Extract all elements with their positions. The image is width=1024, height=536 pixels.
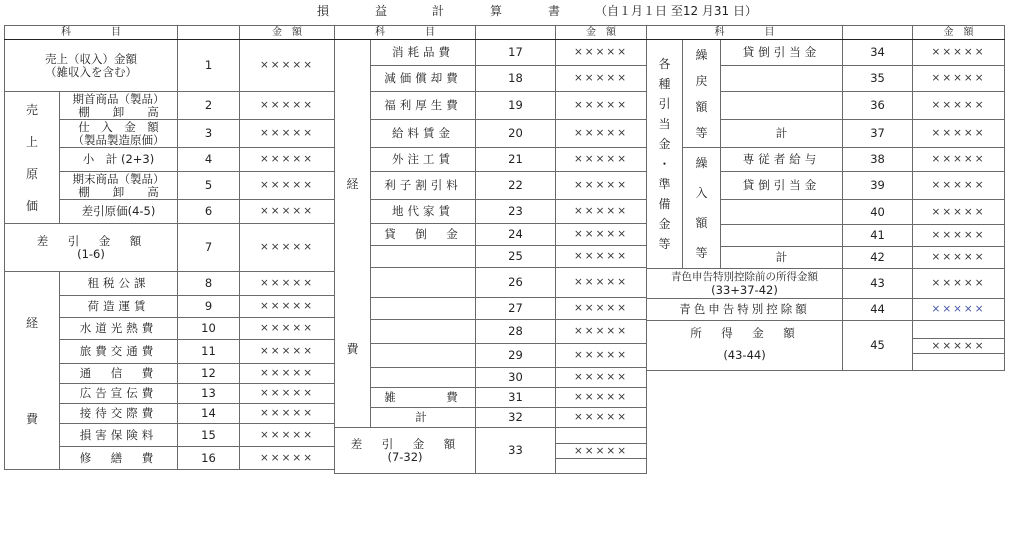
amount-cell[interactable]: ××××× bbox=[556, 320, 647, 344]
amount-cell[interactable]: ××××× bbox=[556, 224, 647, 246]
amount-cell[interactable]: ××××× bbox=[240, 447, 335, 470]
amount-cell[interactable]: ××××× bbox=[240, 404, 335, 424]
reserve-item bbox=[721, 92, 843, 120]
line-number: 20 bbox=[476, 120, 556, 148]
middle-table bbox=[334, 25, 647, 474]
left-table bbox=[4, 25, 335, 470]
amount-cell[interactable]: ××××× bbox=[556, 344, 647, 368]
hikiatekin-label: 各 種 引 当 金 ・ 準 備 金 等 bbox=[647, 40, 683, 269]
header-kingaku: 金 額 bbox=[913, 26, 1005, 40]
expense-item bbox=[371, 268, 476, 298]
line-number: 15 bbox=[178, 424, 240, 447]
shiire-label: 仕 入 金 額 （製品製造原価） bbox=[60, 120, 178, 148]
line-number: 44 bbox=[843, 299, 913, 321]
line-number: 3 bbox=[178, 120, 240, 148]
expense-item: 接待交際費 bbox=[60, 404, 178, 424]
line-number: 9 bbox=[178, 296, 240, 318]
line-number: 24 bbox=[476, 224, 556, 246]
amount-cell[interactable]: ××××× bbox=[556, 268, 647, 298]
aoiro-mae-label: 青色申告特別控除前の所得金額 (33+37-42) bbox=[647, 269, 843, 299]
keihi-label: 経 費 bbox=[5, 272, 60, 470]
amount-cell[interactable]: ××××× bbox=[556, 388, 647, 408]
expense-item: 減価償却費 bbox=[371, 66, 476, 92]
line-number: 39 bbox=[843, 172, 913, 200]
amount-cell[interactable]: ××××× bbox=[240, 172, 335, 200]
reserve-total: 計 bbox=[721, 120, 843, 148]
title-char: 算 bbox=[490, 4, 503, 18]
line-number: 25 bbox=[476, 246, 556, 268]
amount-cell[interactable]: ××××× bbox=[913, 148, 1005, 172]
expense-item: 水道光熱費 bbox=[60, 318, 178, 340]
line-number: 28 bbox=[476, 320, 556, 344]
line-number: 38 bbox=[843, 148, 913, 172]
line-number: 18 bbox=[476, 66, 556, 92]
amount-cell[interactable]: ××××× bbox=[556, 66, 647, 92]
amount-cell[interactable]: ××××× bbox=[240, 424, 335, 447]
line-number: 11 bbox=[178, 340, 240, 364]
expense-item: 損害保険料 bbox=[60, 424, 178, 447]
amount-cell[interactable]: ××××× bbox=[240, 92, 335, 120]
expense-item bbox=[371, 344, 476, 368]
expense-item bbox=[371, 246, 476, 268]
amount-cell[interactable]: ××××× bbox=[913, 92, 1005, 120]
expense-item: 修 繕 費 bbox=[60, 447, 178, 470]
line-number: 16 bbox=[178, 447, 240, 470]
amount-cell[interactable]: ××××× bbox=[913, 321, 1005, 371]
header-kingaku: 金 額 bbox=[556, 26, 647, 40]
amount-cell[interactable]: ××××× bbox=[913, 120, 1005, 148]
kuriire-label: 繰 入 額 等 bbox=[683, 148, 721, 269]
line-number: 33 bbox=[476, 428, 556, 474]
amount-cell[interactable]: ××××× bbox=[913, 66, 1005, 92]
expense-item: 消耗品費 bbox=[371, 40, 476, 66]
amount-cell[interactable]: ××××× bbox=[240, 318, 335, 340]
amount-cell[interactable]: ××××× bbox=[240, 384, 335, 404]
amount-cell[interactable]: ××××× bbox=[913, 40, 1005, 66]
line-number: 5 bbox=[178, 172, 240, 200]
shokei-label: 小 計 (2+3) bbox=[60, 148, 178, 172]
line-number: 27 bbox=[476, 298, 556, 320]
line-number: 31 bbox=[476, 388, 556, 408]
kishu-label: 期首商品（製品） 棚 卸 高 bbox=[60, 92, 178, 120]
reserve-total: 計 bbox=[721, 246, 843, 268]
line-number: 29 bbox=[476, 344, 556, 368]
expense-item: 広告宣伝費 bbox=[60, 384, 178, 404]
expense-item: 旅費交通費 bbox=[60, 340, 178, 364]
keihi-label: 経 費 bbox=[335, 40, 371, 428]
shotoku-label: 所 得 金 額 (43-44) bbox=[647, 321, 843, 371]
right-table bbox=[646, 25, 1005, 371]
expense-item: 雑 費 bbox=[371, 388, 476, 408]
expense-item: 通 信 費 bbox=[60, 364, 178, 384]
amount-cell[interactable]: ××××× bbox=[556, 246, 647, 268]
line-number: 12 bbox=[178, 364, 240, 384]
expense-item: 地代家賃 bbox=[371, 200, 476, 224]
expense-item bbox=[371, 320, 476, 344]
header-kamoku: 科 目 bbox=[647, 26, 843, 40]
line-number: 22 bbox=[476, 172, 556, 200]
sashihiki-label: 差 引 金 額 (1-6) bbox=[5, 224, 178, 272]
expense-item: 租税公課 bbox=[60, 272, 178, 296]
line-number: 10 bbox=[178, 318, 240, 340]
line-number: 40 bbox=[843, 200, 913, 224]
amount-cell[interactable]: ××××× bbox=[913, 246, 1005, 268]
amount-cell[interactable]: ××××× bbox=[913, 269, 1005, 299]
sashihiki-label: 差 引 金 額 (7-32) bbox=[335, 428, 476, 474]
amount-cell[interactable]: ××××× bbox=[240, 364, 335, 384]
amount-cell[interactable]: ××××× bbox=[556, 428, 647, 474]
amount-cell[interactable]: ××××× bbox=[913, 172, 1005, 200]
amount-cell[interactable]: ××××× bbox=[240, 200, 335, 224]
line-number: 19 bbox=[476, 92, 556, 120]
line-number: 7 bbox=[178, 224, 240, 272]
line-number: 36 bbox=[843, 92, 913, 120]
line-number: 17 bbox=[476, 40, 556, 66]
amount-cell[interactable]: ××××× bbox=[240, 340, 335, 364]
line-number: 45 bbox=[843, 321, 913, 371]
amount-cell[interactable]: ××××× bbox=[240, 148, 335, 172]
expense-item: 給料賃金 bbox=[371, 120, 476, 148]
amount-cell[interactable]: ××××× bbox=[556, 40, 647, 66]
expense-total: 計 bbox=[371, 408, 476, 428]
title-char: 損 bbox=[317, 4, 330, 18]
line-number: 37 bbox=[843, 120, 913, 148]
header-kamoku: 科 目 bbox=[5, 26, 178, 40]
amount-cell[interactable]: ××××× bbox=[556, 368, 647, 388]
amount-cell[interactable]: ××××× bbox=[556, 200, 647, 224]
line-number: 1 bbox=[178, 40, 240, 92]
header-kamoku: 科 目 bbox=[335, 26, 476, 40]
line-number: 42 bbox=[843, 246, 913, 268]
amount-cell[interactable]: ××××× bbox=[556, 408, 647, 428]
line-number: 32 bbox=[476, 408, 556, 428]
expense-item: 福利厚生費 bbox=[371, 92, 476, 120]
line-number: 34 bbox=[843, 40, 913, 66]
amount-cell[interactable]: ××××× bbox=[556, 92, 647, 120]
amount-cell[interactable]: ××××× bbox=[913, 200, 1005, 224]
kimatsu-label: 期末商品（製品） 棚 卸 高 bbox=[60, 172, 178, 200]
amount-cell[interactable]: ××××× bbox=[240, 40, 335, 92]
line-number: 6 bbox=[178, 200, 240, 224]
expense-item: 荷造運賃 bbox=[60, 296, 178, 318]
header-kingaku: 金 額 bbox=[240, 26, 335, 40]
amount-cell[interactable]: ××××× bbox=[240, 224, 335, 272]
title-char: 書 bbox=[548, 4, 561, 18]
line-number: 41 bbox=[843, 224, 913, 246]
reserve-item bbox=[721, 66, 843, 92]
line-number: 8 bbox=[178, 272, 240, 296]
line-number: 4 bbox=[178, 148, 240, 172]
reserve-item bbox=[721, 200, 843, 224]
line-number: 43 bbox=[843, 269, 913, 299]
line-number: 30 bbox=[476, 368, 556, 388]
statement-title bbox=[0, 2, 1024, 16]
expense-item bbox=[371, 368, 476, 388]
expense-item: 貸 倒 金 bbox=[371, 224, 476, 246]
amount-cell[interactable]: ××××× bbox=[240, 272, 335, 296]
expense-item: 利子割引料 bbox=[371, 172, 476, 200]
title-period: （自１月１日 至12 月31 日） bbox=[595, 4, 757, 18]
title-char: 計 bbox=[432, 4, 445, 18]
genka-label: 売 上 原 価 bbox=[5, 92, 60, 224]
amount-cell[interactable]: ××××× bbox=[556, 148, 647, 172]
sashihiki-genka-label: 差引原価(4-5) bbox=[60, 200, 178, 224]
amount-cell[interactable]: ××××× bbox=[556, 120, 647, 148]
expense-item bbox=[371, 298, 476, 320]
sales-label: 売上（収入）金額 （雑収入を含む） bbox=[5, 40, 178, 92]
expense-item: 外注工賃 bbox=[371, 148, 476, 172]
aoiro-kojo-label: 青色申告特別控除額 bbox=[647, 299, 843, 321]
line-number: 2 bbox=[178, 92, 240, 120]
kurimodoshi-label: 繰 戻 額 等 bbox=[683, 40, 721, 148]
amount-cell[interactable]: ××××× bbox=[913, 224, 1005, 246]
amount-cell[interactable]: ××××× bbox=[556, 172, 647, 200]
amount-cell[interactable]: ××××× bbox=[556, 298, 647, 320]
line-number: 21 bbox=[476, 148, 556, 172]
amount-cell[interactable]: ××××× bbox=[240, 296, 335, 318]
amount-cell[interactable]: ××××× bbox=[240, 120, 335, 148]
amount-cell[interactable]: ××××× bbox=[913, 299, 1005, 321]
line-number: 23 bbox=[476, 200, 556, 224]
title-char: 益 bbox=[375, 4, 388, 18]
reserve-item bbox=[721, 224, 843, 246]
line-number: 13 bbox=[178, 384, 240, 404]
reserve-item: 貸倒引当金 bbox=[721, 40, 843, 66]
line-number: 35 bbox=[843, 66, 913, 92]
reserve-item: 貸倒引当金 bbox=[721, 172, 843, 200]
line-number: 14 bbox=[178, 404, 240, 424]
line-number: 26 bbox=[476, 268, 556, 298]
reserve-item: 専従者給与 bbox=[721, 148, 843, 172]
